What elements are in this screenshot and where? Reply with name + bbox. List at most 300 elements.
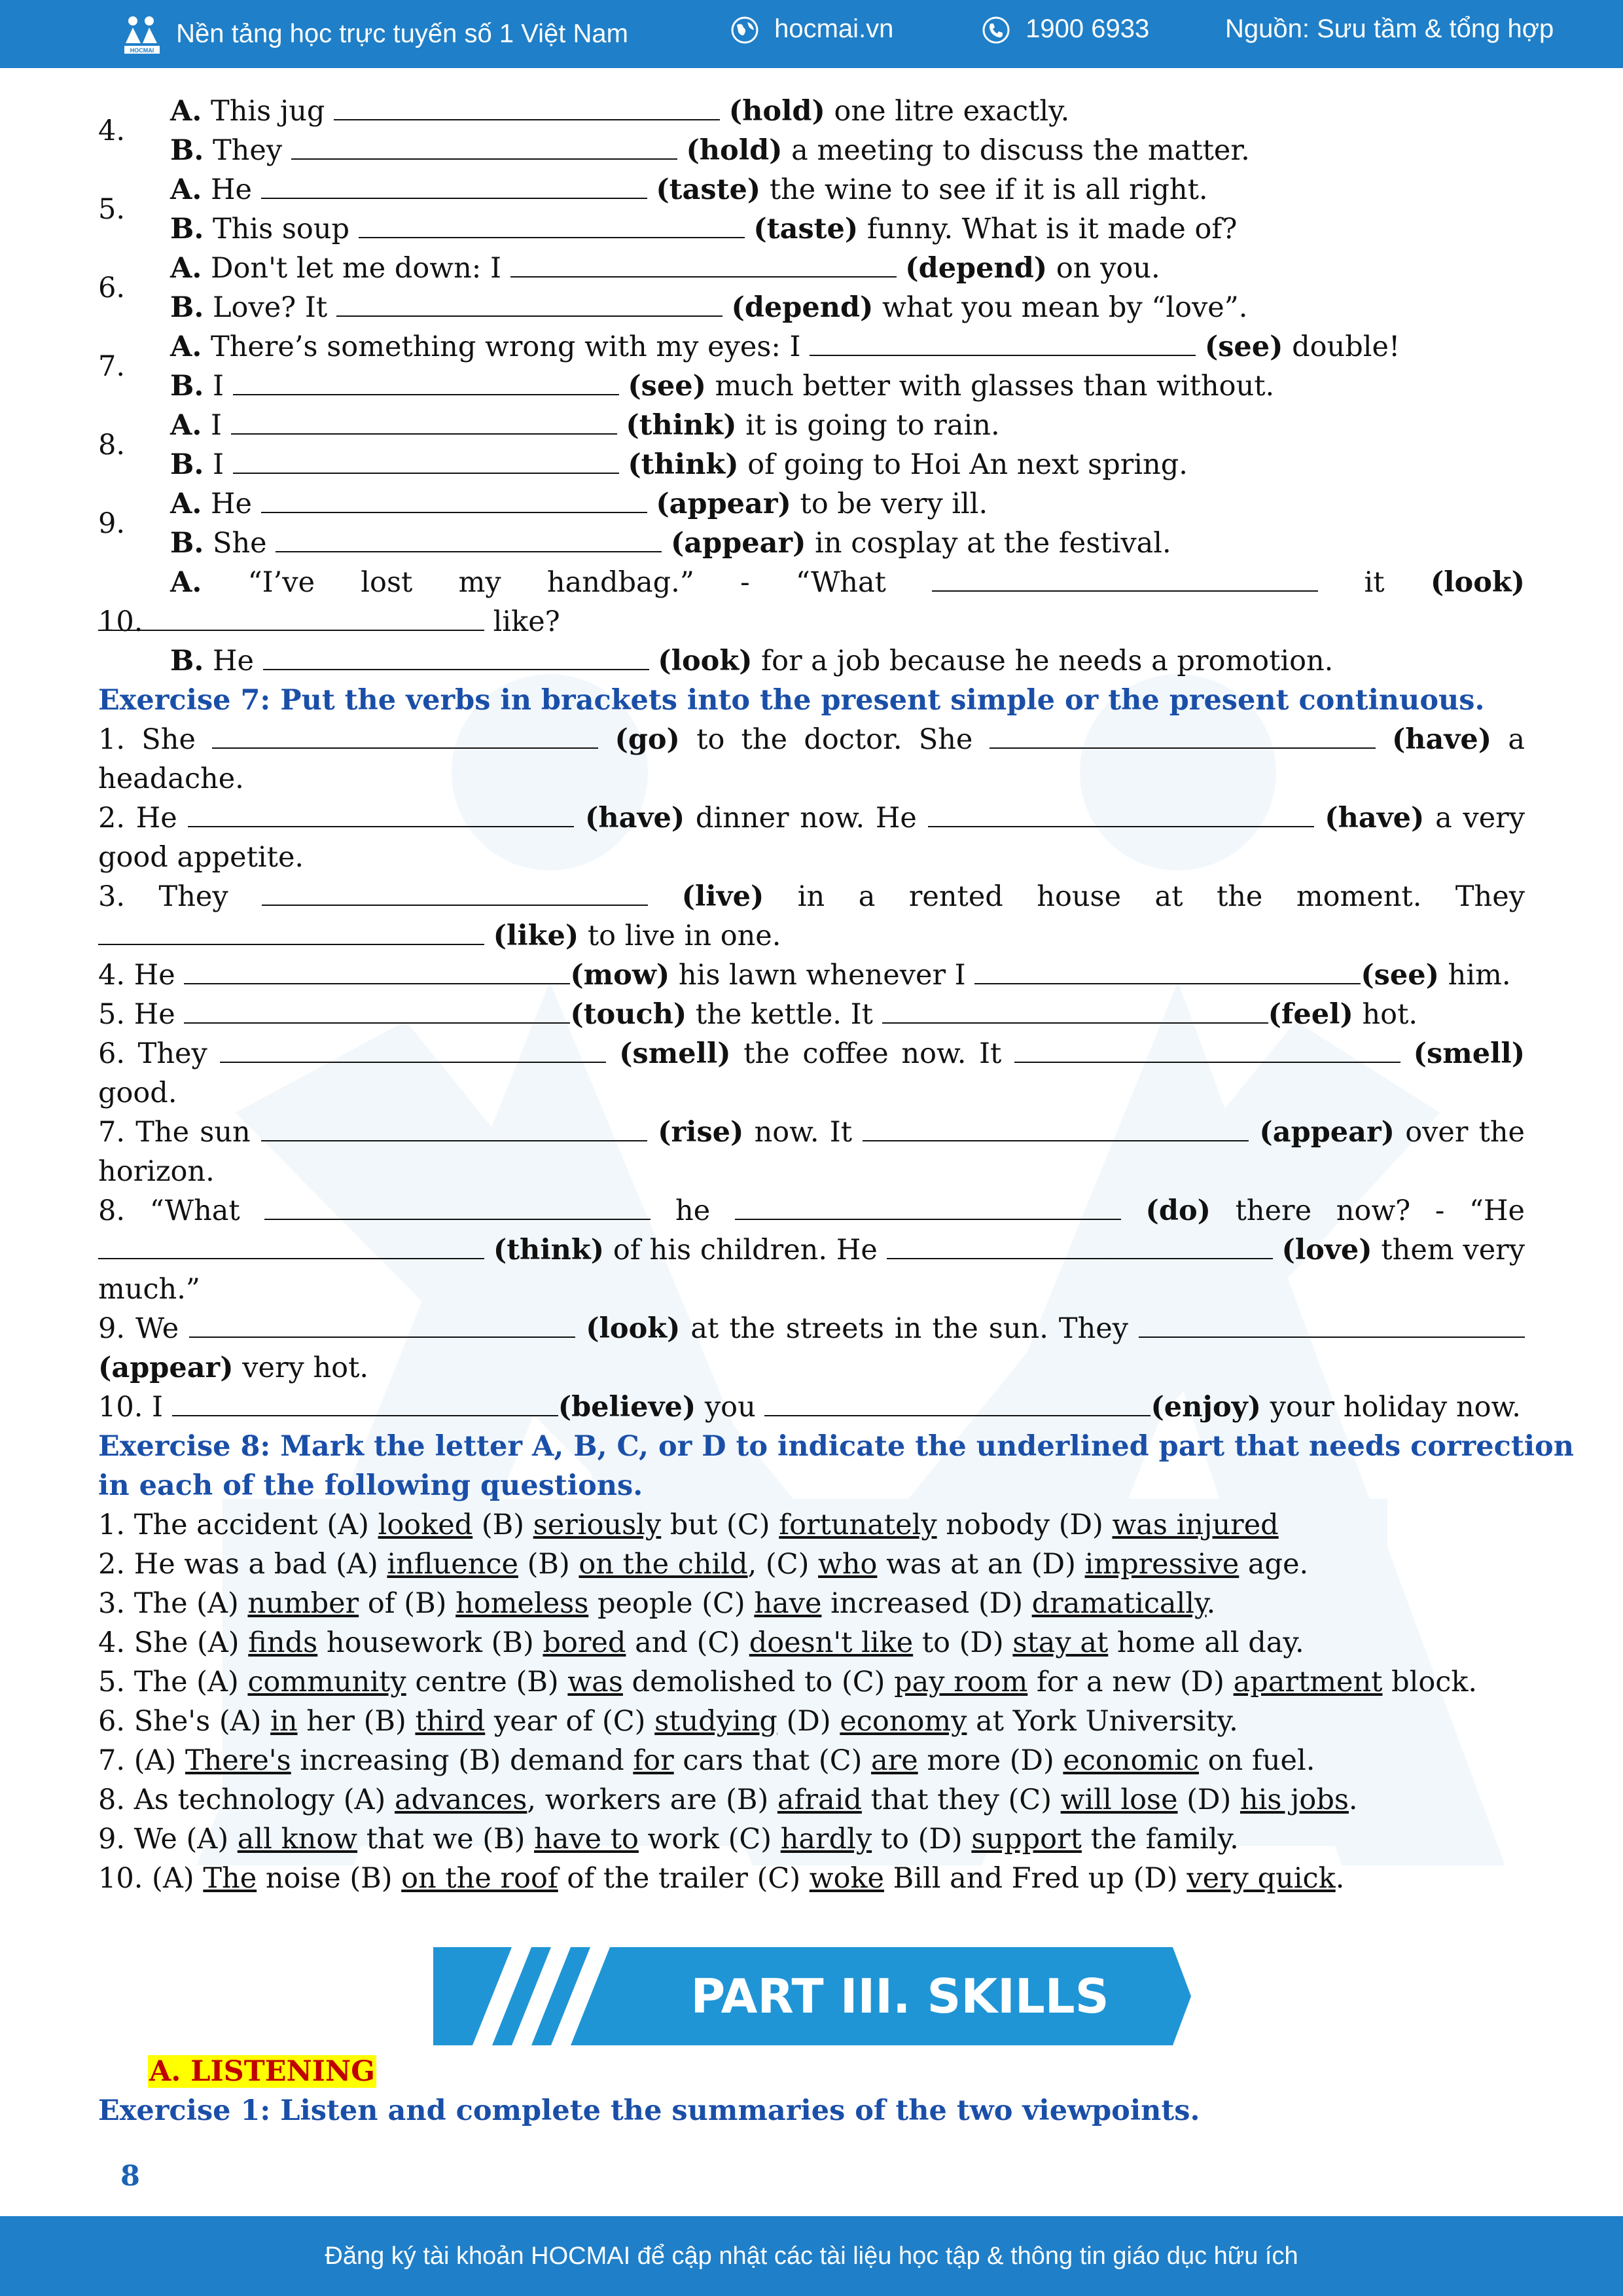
verb-prompt: (think) [626, 409, 737, 442]
sentence-text: in a rented house at the moment. They [797, 880, 1525, 913]
sentence-text: work (C) [638, 1823, 781, 1856]
sentence-text: but (C) [661, 1509, 779, 1541]
underlined-option: dramatically [1031, 1587, 1207, 1620]
verb-prompt: (look) [586, 1312, 681, 1345]
header-source: Nguồn: Sưu tầm & tổng hợp [1225, 14, 1554, 43]
hocmai-logo-icon [123, 14, 161, 56]
underlined-option: are [871, 1744, 918, 1777]
sentence-text: year of (C) [485, 1705, 655, 1738]
underlined-option: The [203, 1862, 257, 1895]
exercise-7-item [98, 798, 1525, 838]
answer-blank[interactable] [233, 446, 619, 474]
sentence-start: This soup [204, 213, 359, 245]
verb-prompt: (do) [1145, 1194, 1211, 1227]
exercise-8-title-line1: Exercise 8: Mark the letter A, B, C, or D to indicate the underlined part that needs correction [98, 1430, 1574, 1463]
sentence-end: in cosplay at the festival. [806, 527, 1171, 560]
exercise-7-item-continuation [98, 1230, 1525, 1270]
underlined-option: bored [543, 1626, 626, 1659]
sentence-start: Love? It [204, 291, 336, 324]
item-number: 7. [98, 350, 126, 383]
exercise-8-item [98, 1545, 1525, 1584]
exercise-7-item [98, 720, 1525, 759]
underlined-option: community [247, 1666, 406, 1698]
sentence-end: what you mean by “love”. [873, 291, 1248, 324]
part-3-title: PART III. SKILLS [690, 1969, 1109, 2024]
sentence-text: home all day. [1108, 1626, 1304, 1659]
sentence-text: 9. We [98, 1312, 179, 1345]
sentence-text: to (D) [913, 1626, 1013, 1659]
verb-prompt: (hold) [728, 95, 825, 128]
exercise-8-item [98, 1702, 1525, 1741]
sentence-text: very hot. [233, 1352, 369, 1384]
sentence-text: and (C) [626, 1626, 749, 1659]
verb-prompt: (appear) [98, 1352, 234, 1384]
sentence-text: of his children. He [604, 1234, 887, 1266]
exercise-7-item [98, 1388, 1525, 1427]
sentence-text: of (B) [359, 1587, 456, 1620]
verb-prompt: (think) [628, 448, 739, 481]
exercise-7-item-continuation: much.” [98, 1273, 200, 1306]
answer-blank[interactable] [510, 250, 897, 278]
listening-heading: A. LISTENING [149, 2055, 375, 2088]
answer-blank[interactable] [98, 918, 484, 945]
verb-prompt: (think) [493, 1234, 605, 1266]
answer-blank[interactable] [932, 564, 1318, 592]
header-phone[interactable] [982, 14, 1149, 45]
item-number: 6. [98, 272, 126, 304]
option-label: B. [170, 527, 204, 560]
sentence-text: block. [1382, 1666, 1478, 1698]
exercise-8-item [98, 1662, 1525, 1702]
sentence-text: the kettle. It [687, 998, 882, 1031]
sentence-end: to be very ill. [791, 488, 988, 520]
sentence-text: 9. We (A) [98, 1823, 238, 1856]
option-label: A. [170, 95, 202, 128]
underlined-option: was [567, 1666, 623, 1698]
underlined-option: have [754, 1587, 822, 1620]
header-slogan: Nền tảng học trực tuyến số 1 Việt Nam [176, 19, 628, 48]
sentence-start: There’s something wrong with my eyes: I [202, 331, 810, 363]
option-label: B. [170, 134, 204, 167]
underlined-option: economy [840, 1705, 967, 1738]
sentence-start: He [202, 488, 261, 520]
sentence-text: (B) [473, 1509, 533, 1541]
sentence-text: (D) [1177, 1784, 1240, 1816]
exercise-8-title-line2: in each of the following questions. [98, 1469, 643, 1502]
underlined-option: in [270, 1705, 298, 1738]
sentence-text: Bill and Fred up (D) [883, 1862, 1187, 1895]
answer-blank[interactable] [1014, 1035, 1400, 1063]
sentence-text: your holiday now. [1260, 1391, 1521, 1424]
verb-prompt: (mow) [570, 959, 670, 992]
verb-prompt: (see) [1204, 331, 1283, 363]
exercise-7-item-continuation [98, 916, 1525, 956]
item-10-b-line: B. He (look) for a job because he needs a promotion. [170, 641, 1525, 681]
exercise-6-item [98, 406, 1525, 484]
underlined-option: advances [394, 1784, 527, 1816]
sentence-start: I [204, 448, 233, 481]
sentence-text: on fuel. [1199, 1744, 1315, 1777]
exercise-7-title: Exercise 7: Put the verbs in brackets into the present simple or the present continuous. [98, 684, 1485, 717]
sentence-text: of the trailer (C) [558, 1862, 810, 1895]
sentence-text: over the [1405, 1116, 1525, 1149]
answer-blank[interactable] [928, 800, 1314, 827]
answer-blank[interactable] [735, 1193, 1121, 1220]
item-line-b [170, 524, 1525, 563]
item-10-a-continuation: like? [98, 602, 1525, 641]
sentence-text: (D) [777, 1705, 840, 1738]
sentence-text: him. [1438, 959, 1511, 992]
verb-prompt: (hold) [686, 134, 783, 167]
sentence-text: housework (B) [317, 1626, 543, 1659]
sentence-start: I [202, 409, 231, 442]
sentence-end: of going to Hoi An next spring. [738, 448, 1188, 481]
page-content [98, 92, 1574, 1898]
verb-prompt: (feel) [1268, 998, 1353, 1031]
verb-prompt: (love) [1281, 1234, 1372, 1266]
sentence-text: the family. [1081, 1823, 1239, 1856]
underlined-option: woke [809, 1862, 884, 1895]
page-number: 8 [120, 2160, 140, 2193]
exercise-8-item [98, 1584, 1525, 1623]
underlined-option: doesn't like [749, 1626, 914, 1659]
svg-text:HOCMAI: HOCMAI [130, 47, 154, 54]
sentence-end: on you. [1047, 252, 1160, 285]
verb-prompt: (appear) [656, 488, 791, 520]
sentence-text: , (C) [747, 1548, 819, 1581]
verb-prompt: (have) [1391, 723, 1492, 756]
verb-prompt: (depend) [731, 291, 874, 324]
sentence-text: he [675, 1194, 711, 1227]
exercise-6-continued [98, 92, 1525, 563]
globe-icon [730, 16, 759, 45]
website-link[interactable]: hocmai.vn [774, 14, 894, 43]
exercise-6-item [98, 92, 1525, 170]
sentence-text: cars that (C) [673, 1744, 872, 1777]
sentence-end: the wine to see if it is all right. [760, 173, 1208, 206]
item-line-a [170, 327, 1525, 367]
exercise-7-item [98, 956, 1525, 995]
item-number: 8. [98, 429, 126, 461]
option-label: B. [170, 291, 204, 324]
exercise-6-item [98, 170, 1525, 249]
underlined-option: stay at [1012, 1626, 1109, 1659]
answer-blank[interactable] [172, 1389, 558, 1416]
exercise-8-item [98, 1623, 1525, 1662]
answer-blank[interactable] [261, 486, 647, 513]
header-logo[interactable] [123, 14, 628, 56]
sentence-text: age. [1239, 1548, 1309, 1581]
sentence-text: increased (D) [821, 1587, 1032, 1620]
sentence-text: 10. (A) [98, 1862, 204, 1895]
header-bar [0, 0, 1623, 68]
item-line-b [170, 445, 1525, 484]
exercise-8-list [98, 1505, 1525, 1898]
sentence-text: centre (B) [406, 1666, 568, 1698]
answer-blank[interactable] [231, 407, 617, 435]
underlined-option: fortunately [779, 1509, 937, 1541]
sentence-text: 1. She [98, 723, 196, 756]
answer-blank[interactable] [990, 721, 1376, 749]
underlined-option: for [633, 1744, 674, 1777]
answer-blank[interactable] [261, 1114, 647, 1141]
verb-prompt: (touch) [570, 998, 687, 1031]
sentence-text: the coffee now. It [743, 1037, 1002, 1070]
item-line-b [170, 131, 1525, 170]
item-line-b [170, 209, 1525, 249]
exercise-8-item [98, 1780, 1525, 1820]
sentence-text: 6. They [98, 1037, 207, 1070]
sentence-text: 4. He [98, 959, 185, 992]
exercise-6-item [98, 249, 1525, 327]
sentence-text: people (C) [588, 1587, 755, 1620]
underlined-option: homeless [455, 1587, 589, 1620]
verb-prompt: (see) [628, 370, 706, 403]
verb-prompt: (appear) [1259, 1116, 1395, 1149]
sentence-text: his lawn whenever I [669, 959, 975, 992]
exercise-7-item [98, 1309, 1525, 1348]
sentence-start: I [204, 370, 233, 403]
exercise-7-item [98, 1191, 1525, 1230]
item-line-b [170, 367, 1525, 406]
exercise-8-item [98, 1820, 1525, 1859]
exercise-6-item-10 [98, 563, 1525, 681]
sentence-text: noise (B) [257, 1862, 402, 1895]
underlined-option: on the child [579, 1548, 748, 1581]
option-label: B. [170, 213, 204, 245]
sentence-text: 6. She's (A) [98, 1705, 271, 1738]
underlined-option: studying [654, 1705, 777, 1738]
listening-exercise-1-title: Exercise 1: Listen and complete the summaries of the two viewpoints. [98, 2094, 1200, 2127]
underlined-option: support [971, 1823, 1082, 1856]
exercise-7-list [98, 720, 1525, 1427]
sentence-text: increasing (B) demand [291, 1744, 633, 1777]
sentence-text: 3. They [98, 880, 228, 913]
answer-blank[interactable] [974, 957, 1361, 984]
sentence-text: there now? - “He [1235, 1194, 1525, 1227]
sentence-text: them very [1372, 1234, 1525, 1266]
verb-prompt: (have) [585, 802, 685, 834]
sentence-text: that we (B) [357, 1823, 535, 1856]
underlined-option: afraid [777, 1784, 862, 1816]
underlined-option: looked [378, 1509, 473, 1541]
item-line-a [170, 170, 1525, 209]
underlined-option: economic [1063, 1744, 1199, 1777]
verb-prompt: (smell) [1413, 1037, 1525, 1070]
option-label: A. [170, 252, 202, 285]
sentence-text: at the streets in the sun. They [690, 1312, 1129, 1345]
header-website[interactable] [730, 14, 893, 45]
sentence-text: to live in one. [579, 920, 781, 952]
answer-blank[interactable] [336, 289, 722, 317]
answer-blank[interactable] [810, 329, 1196, 356]
sentence-start: They [204, 134, 291, 167]
answer-blank[interactable] [276, 525, 662, 552]
exercise-6-item [98, 484, 1525, 563]
item-line-b [170, 288, 1525, 327]
exercise-8-item [98, 1505, 1525, 1545]
answer-blank[interactable] [359, 211, 745, 238]
underlined-option: who [818, 1548, 878, 1581]
sentence-start: This jug [202, 95, 334, 128]
underlined-option: third [415, 1705, 486, 1738]
verb-prompt: (go) [615, 723, 680, 756]
exercise-7-item-continuation: good. [98, 1077, 177, 1109]
footer-bar [0, 2216, 1623, 2296]
underlined-option: finds [248, 1626, 318, 1659]
answer-blank[interactable] [264, 1193, 651, 1220]
item-line-a [170, 406, 1525, 445]
verb-prompt: (taste) [656, 173, 761, 206]
option-label: B. [170, 448, 204, 481]
sentence-text: dinner now. He [695, 802, 917, 834]
sentence-text: was at an (D) [877, 1548, 1085, 1581]
sentence-text: 1. The accident (A) [98, 1509, 378, 1541]
verb-prompt: (depend) [905, 252, 1048, 285]
sentence-text: for a new (D) [1027, 1666, 1234, 1698]
sentence-text: now. It [754, 1116, 853, 1149]
sentence-text: , workers are (B) [527, 1784, 777, 1816]
sentence-text: you [696, 1391, 765, 1424]
option-label: B. [170, 370, 204, 403]
sentence-text: at York University. [967, 1705, 1238, 1738]
part-3-banner [433, 1947, 1191, 2045]
sentence-text: hot. [1353, 998, 1418, 1031]
item-line-a [170, 484, 1525, 524]
sentence-text: 7. The sun [98, 1116, 251, 1149]
underlined-option: pay room [894, 1666, 1028, 1698]
sentence-text: 5. He [98, 998, 185, 1031]
verb-prompt: (rise) [658, 1116, 744, 1149]
answer-blank[interactable] [764, 1389, 1150, 1416]
option-label: A. [170, 488, 202, 520]
sentence-text: 8. “What [98, 1194, 240, 1227]
underlined-option: seriously [533, 1509, 662, 1541]
exercise-8-item [98, 1741, 1525, 1780]
answer-blank[interactable] [188, 800, 574, 827]
sentence-end: one litre exactly. [825, 95, 1070, 128]
item-line-a [170, 249, 1525, 288]
exercise-7-item [98, 1113, 1525, 1152]
sentence-start: He [202, 173, 261, 206]
sentence-end: it is going to rain. [736, 409, 1000, 442]
item-10-a-line: A. “I’ve lost my handbag.” - “What it (look) [170, 563, 1525, 602]
underlined-option: There's [185, 1744, 291, 1777]
sentence-text: . [1206, 1587, 1216, 1620]
sentence-end: a meeting to discuss the matter. [782, 134, 1250, 167]
answer-blank[interactable] [882, 996, 1268, 1024]
sentence-text: . [1335, 1862, 1345, 1895]
sentence-text: 2. He [98, 802, 177, 834]
sentence-start: She [204, 527, 276, 560]
verb-prompt: (see) [1361, 959, 1439, 992]
underlined-option: number [247, 1587, 359, 1620]
item-number: 4. [98, 115, 126, 147]
exercise-7-item-continuation [98, 1348, 1525, 1388]
answer-blank[interactable] [887, 1232, 1273, 1259]
verb-prompt: (taste) [753, 213, 859, 245]
phone-icon [982, 16, 1010, 45]
exercise-7-item-continuation: good appetite. [98, 841, 304, 874]
item-number: 5. [98, 193, 126, 226]
sentence-text: 5. The (A) [98, 1666, 248, 1698]
underlined-option: impressive [1084, 1548, 1240, 1581]
item-number: 9. [98, 507, 126, 540]
answer-blank[interactable] [334, 93, 720, 120]
item-number: 10. [98, 605, 143, 638]
sentence-start: Don't let me down: I [202, 252, 510, 285]
answer-blank[interactable] [189, 1310, 575, 1338]
sentence-text: her (B) [297, 1705, 416, 1738]
answer-blank[interactable] [98, 1232, 484, 1259]
exercise-7-item-continuation: horizon. [98, 1155, 215, 1188]
sentence-text: demolished to (C) [622, 1666, 895, 1698]
verb-prompt: (like) [493, 920, 579, 952]
sentence-text: to (D) [872, 1823, 972, 1856]
verb-prompt: (live) [681, 880, 764, 913]
underlined-option: was injured [1112, 1509, 1279, 1541]
exercise-6-item [98, 327, 1525, 406]
answer-blank[interactable] [263, 643, 649, 670]
underlined-option: his jobs [1240, 1784, 1349, 1816]
answer-blank[interactable] [98, 603, 484, 631]
underlined-option: will lose [1060, 1784, 1178, 1816]
sentence-end: double! [1283, 331, 1400, 363]
sentence-text: nobody (D) [936, 1509, 1113, 1541]
verb-prompt: (have) [1325, 802, 1425, 834]
option-label: A. [170, 173, 202, 206]
option-label: A. [170, 331, 202, 363]
phone-number[interactable]: 1900 6933 [1026, 14, 1150, 43]
underlined-option: influence [387, 1548, 518, 1581]
answer-blank[interactable] [233, 368, 619, 395]
sentence-text: 8. As technology (A) [98, 1784, 395, 1816]
underlined-option: hardly [780, 1823, 872, 1856]
underlined-option: on the roof [401, 1862, 558, 1895]
sentence-text: a [1508, 723, 1525, 756]
exercise-7-item [98, 877, 1525, 916]
answer-blank[interactable] [863, 1114, 1249, 1141]
exercise-7-item [98, 995, 1525, 1034]
sentence-text: a very [1435, 802, 1525, 834]
sentence-text: (B) [518, 1548, 579, 1581]
sentence-text: 10. I [98, 1391, 172, 1424]
verb-prompt: (enjoy) [1150, 1391, 1261, 1424]
answer-blank[interactable] [220, 1035, 606, 1063]
answer-blank[interactable] [184, 957, 570, 984]
sentence-text: 3. The (A) [98, 1587, 248, 1620]
footer-text[interactable]: Đăng ký tài khoản HOCMAI để cập nhật các tài liệu học tập & thông tin giáo dục hữu ích [325, 2242, 1298, 2270]
underlined-option: very quick [1186, 1862, 1336, 1895]
answer-blank[interactable] [262, 878, 648, 906]
sentence-text: that they (C) [861, 1784, 1061, 1816]
answer-blank[interactable] [184, 996, 570, 1024]
underlined-option: have to [534, 1823, 639, 1856]
verb-prompt: (smell) [619, 1037, 731, 1070]
exercise-7-item [98, 1034, 1525, 1073]
sentence-end: much better with glasses than without. [705, 370, 1275, 403]
answer-blank[interactable] [212, 721, 598, 749]
verb-prompt: (appear) [670, 527, 806, 560]
answer-blank[interactable] [1139, 1310, 1525, 1338]
sentence-end: funny. What is it made of? [858, 213, 1238, 245]
answer-blank[interactable] [291, 132, 677, 160]
verb-prompt: (believe) [558, 1391, 696, 1424]
sentence-text: more (D) [918, 1744, 1063, 1777]
exercise-7-item-continuation: headache. [98, 762, 244, 795]
sentence-text: 4. She (A) [98, 1626, 249, 1659]
answer-blank[interactable] [261, 171, 647, 199]
